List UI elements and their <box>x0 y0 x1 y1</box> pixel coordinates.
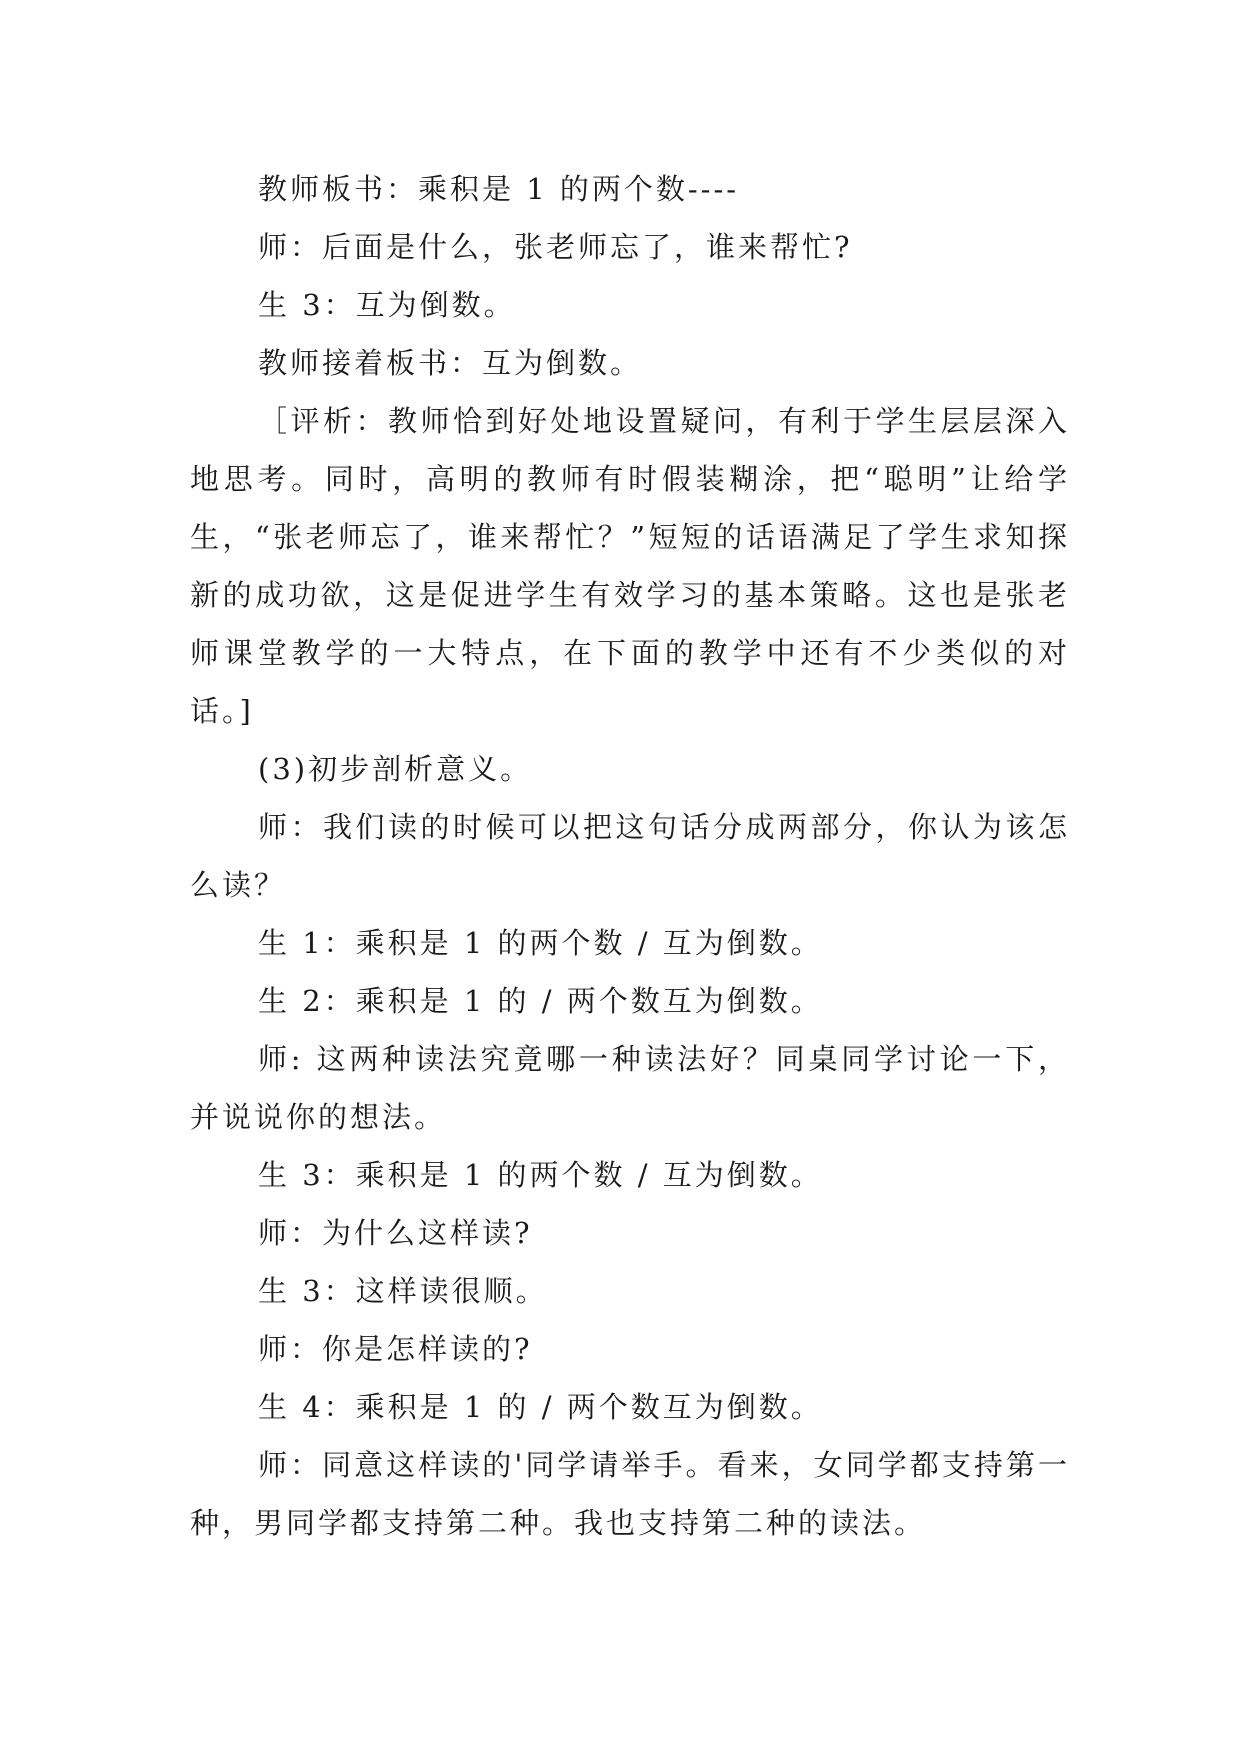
paragraph-student-3-reading: 生 3：乘积是 1 的两个数 / 互为倒数。 <box>258 1158 823 1192</box>
paragraph-board-writing-continued: 教师接着板书：互为倒数。 <box>258 346 643 380</box>
paragraph-teacher-how: 师：你是怎样读的? <box>258 1332 533 1366</box>
paragraph-commentary: ［评析：教师恰到好处地设置疑问，有利于学生层层深入地思考。同时，高明的教师有时假装糊涂，把“聪明”让给学生，“张老师忘了，谁来帮忙？”短短的话语满足了学生求知探新的成功欲，这是促进学生有效学习的基本策略。这也是张老师课堂教学的一大特点，在下面的教学中还有不少类似的对话。] <box>190 404 1070 728</box>
paragraph-student-4-reading: 生 4：乘积是 1 的 / 两个数互为倒数。 <box>258 1390 823 1424</box>
paragraph-teacher-vote: 师：同意这样读的'同学请举手。看来，女同学都支持第一种，男同学都支持第二种。我也支持第二种的读法。 <box>190 1448 1070 1540</box>
paragraph-section-heading: (3)初步剖析意义。 <box>258 752 533 786</box>
paragraph-board-writing: 教师板书：乘积是 1 的两个数---- <box>258 172 740 206</box>
paragraph-teacher-discussion: 师: 这两种读法究竟哪一种读法好？同桌同学讨论一下，并说说你的想法。 <box>190 1042 1070 1134</box>
paragraph-teacher-reading-question: 师：我们读的时候可以把这句话分成两部分，你认为该怎么读？ <box>190 810 1070 902</box>
paragraph-student-3-answer: 生 3：互为倒数。 <box>258 288 516 322</box>
paragraph-teacher-question: 师：后面是什么，张老师忘了，谁来帮忙? <box>258 230 853 264</box>
paragraph-student-1-reading: 生 1：乘积是 1 的两个数 / 互为倒数。 <box>258 926 823 960</box>
document-body <box>190 160 1070 1552</box>
paragraph-teacher-why: 师：为什么这样读? <box>258 1216 533 1250</box>
paragraph-student-3-reason: 生 3：这样读很顺。 <box>258 1274 548 1308</box>
paragraph-student-2-reading: 生 2：乘积是 1 的 / 两个数互为倒数。 <box>258 984 823 1018</box>
